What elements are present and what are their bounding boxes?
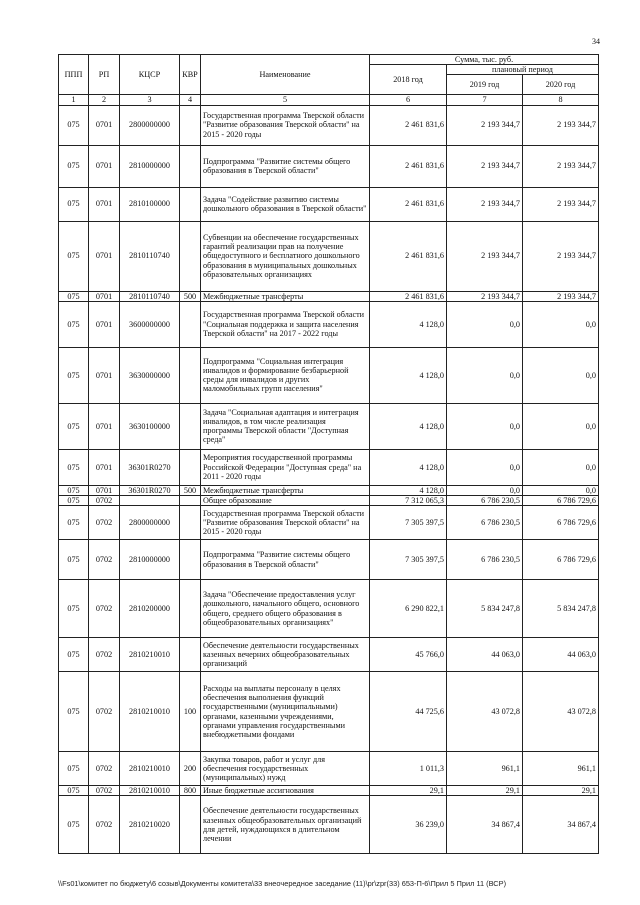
header-kcsr: КЦСР bbox=[120, 55, 180, 95]
cell-ppp: 075 bbox=[59, 796, 89, 854]
cell-kvr: 500 bbox=[180, 485, 201, 495]
cell-2018: 4 128,0 bbox=[370, 485, 447, 495]
cell-name: Подпрограмма "Социальная интеграция инвалидов и формирование безбарьерной среды для инвалидов и других маломобильных групп населения" bbox=[201, 347, 370, 403]
table-row bbox=[59, 105, 599, 145]
col-number: 1 bbox=[59, 95, 89, 105]
cell-kcsr: 2810100000 bbox=[120, 187, 180, 221]
cell-2019: 34 867,4 bbox=[447, 796, 523, 854]
cell-rp: 0701 bbox=[89, 291, 120, 301]
cell-name: Государственная программа Тверской области "Социальная поддержка и защита населения Тверской области" на 2017 - 2022 годы bbox=[201, 301, 370, 347]
cell-2019: 6 786 230,5 bbox=[447, 540, 523, 580]
cell-2019: 44 063,0 bbox=[447, 638, 523, 672]
table-row bbox=[59, 291, 599, 301]
col-number: 8 bbox=[523, 95, 599, 105]
cell-2019: 5 834 247,8 bbox=[447, 580, 523, 638]
cell-kvr bbox=[180, 221, 201, 291]
cell-2020: 34 867,4 bbox=[523, 796, 599, 854]
cell-2019: 2 193 344,7 bbox=[447, 291, 523, 301]
table-row bbox=[59, 485, 599, 495]
cell-kcsr: 2810210020 bbox=[120, 796, 180, 854]
cell-2019: 29,1 bbox=[447, 786, 523, 796]
cell-kcsr: 2810210010 bbox=[120, 752, 180, 786]
cell-kvr: 100 bbox=[180, 672, 201, 752]
cell-2018: 2 461 831,6 bbox=[370, 145, 447, 187]
cell-2018: 4 128,0 bbox=[370, 403, 447, 449]
cell-name: Иные бюджетные ассигнования bbox=[201, 786, 370, 796]
cell-kvr bbox=[180, 187, 201, 221]
table-row bbox=[59, 495, 599, 505]
cell-ppp: 075 bbox=[59, 301, 89, 347]
cell-2020: 2 193 344,7 bbox=[523, 291, 599, 301]
cell-kvr bbox=[180, 301, 201, 347]
cell-2020: 2 193 344,7 bbox=[523, 187, 599, 221]
header-2019: 2019 год bbox=[447, 75, 523, 95]
cell-2019: 43 072,8 bbox=[447, 672, 523, 752]
cell-ppp: 075 bbox=[59, 752, 89, 786]
cell-kvr bbox=[180, 580, 201, 638]
cell-kcsr: 2810210010 bbox=[120, 638, 180, 672]
cell-rp: 0702 bbox=[89, 796, 120, 854]
page-number: 34 bbox=[592, 37, 600, 46]
cell-rp: 0702 bbox=[89, 672, 120, 752]
cell-name: Межбюджетные трансферты bbox=[201, 485, 370, 495]
cell-rp: 0701 bbox=[89, 105, 120, 145]
cell-2020: 2 193 344,7 bbox=[523, 105, 599, 145]
file-path-footer: \\Fs01\комитет по бюджету\6 созыв\Документы комитета\33 внеочередное заседание (11)\pr\zpr(33) 653-П-6\Прил 5 Прил 11 (ВСР) bbox=[58, 879, 507, 888]
cell-2020: 0,0 bbox=[523, 347, 599, 403]
cell-name: Задача "Социальная адаптация и интеграция инвалидов, в том числе реализация программы Тверской области "Доступная среда" bbox=[201, 403, 370, 449]
cell-2018: 36 239,0 bbox=[370, 796, 447, 854]
cell-2019: 961,1 bbox=[447, 752, 523, 786]
table-row bbox=[59, 752, 599, 786]
cell-2020: 2 193 344,7 bbox=[523, 145, 599, 187]
cell-2020: 0,0 bbox=[523, 301, 599, 347]
cell-2018: 7 312 065,3 bbox=[370, 495, 447, 505]
cell-ppp: 075 bbox=[59, 105, 89, 145]
cell-2019: 2 193 344,7 bbox=[447, 187, 523, 221]
cell-rp: 0701 bbox=[89, 403, 120, 449]
cell-kcsr: 2810210010 bbox=[120, 786, 180, 796]
cell-2020: 0,0 bbox=[523, 449, 599, 485]
cell-2018: 4 128,0 bbox=[370, 347, 447, 403]
cell-name: Подпрограмма "Развитие системы общего образования в Тверской области" bbox=[201, 540, 370, 580]
cell-ppp: 075 bbox=[59, 221, 89, 291]
cell-rp: 0702 bbox=[89, 506, 120, 540]
cell-ppp: 075 bbox=[59, 485, 89, 495]
cell-rp: 0702 bbox=[89, 495, 120, 505]
cell-kcsr: 3630000000 bbox=[120, 347, 180, 403]
cell-kvr bbox=[180, 638, 201, 672]
cell-kcsr: 2810000000 bbox=[120, 540, 180, 580]
cell-kcsr: 2800000000 bbox=[120, 105, 180, 145]
cell-2019: 2 193 344,7 bbox=[447, 105, 523, 145]
cell-2020: 2 193 344,7 bbox=[523, 221, 599, 291]
col-number: 5 bbox=[201, 95, 370, 105]
cell-ppp: 075 bbox=[59, 506, 89, 540]
cell-rp: 0702 bbox=[89, 638, 120, 672]
cell-kvr bbox=[180, 495, 201, 505]
cell-kcsr: 2810200000 bbox=[120, 580, 180, 638]
table-row bbox=[59, 796, 599, 854]
cell-2018: 7 305 397,5 bbox=[370, 506, 447, 540]
cell-kvr bbox=[180, 145, 201, 187]
col-number: 2 bbox=[89, 95, 120, 105]
cell-kcsr: 36301R0270 bbox=[120, 485, 180, 495]
cell-rp: 0702 bbox=[89, 752, 120, 786]
col-number: 6 bbox=[370, 95, 447, 105]
cell-2018: 6 290 822,1 bbox=[370, 580, 447, 638]
cell-name: Государственная программа Тверской области "Развитие образования Тверской области" на 2015 - 2020 годы bbox=[201, 506, 370, 540]
cell-kcsr: 2800000000 bbox=[120, 506, 180, 540]
scan-top-marks bbox=[0, 8, 640, 11]
cell-kcsr: 3630100000 bbox=[120, 403, 180, 449]
cell-kcsr: 2810210010 bbox=[120, 672, 180, 752]
cell-ppp: 075 bbox=[59, 291, 89, 301]
table-body bbox=[59, 105, 599, 854]
cell-kvr bbox=[180, 347, 201, 403]
cell-2020: 0,0 bbox=[523, 403, 599, 449]
header-rp: РП bbox=[89, 55, 120, 95]
col-number: 7 bbox=[447, 95, 523, 105]
table-row bbox=[59, 221, 599, 291]
cell-2019: 6 786 230,5 bbox=[447, 495, 523, 505]
header-sum: Сумма, тыс. руб. bbox=[370, 55, 599, 65]
cell-2020: 6 786 729,6 bbox=[523, 506, 599, 540]
cell-ppp: 075 bbox=[59, 187, 89, 221]
cell-2020: 6 786 729,6 bbox=[523, 540, 599, 580]
cell-ppp: 075 bbox=[59, 347, 89, 403]
cell-2018: 44 725,6 bbox=[370, 672, 447, 752]
cell-2018: 29,1 bbox=[370, 786, 447, 796]
cell-name: Общее образование bbox=[201, 495, 370, 505]
cell-name: Задача "Обеспечение предоставления услуг дошкольного, начального общего, основного общего, среднего общего образования в общеобразовательных организациях" bbox=[201, 580, 370, 638]
header-2020: 2020 год bbox=[523, 75, 599, 95]
cell-rp: 0701 bbox=[89, 485, 120, 495]
cell-2018: 45 766,0 bbox=[370, 638, 447, 672]
cell-ppp: 075 bbox=[59, 540, 89, 580]
table-row bbox=[59, 506, 599, 540]
cell-kvr bbox=[180, 105, 201, 145]
cell-name: Субвенции на обеспечение государственных гарантий реализации прав на получение общедоступного и бесплатного дошкольного образования в муниципальных дошкольных образовательных организациях bbox=[201, 221, 370, 291]
cell-name: Государственная программа Тверской области "Развитие образования Тверской области" на 2015 - 2020 годы bbox=[201, 105, 370, 145]
cell-2019: 2 193 344,7 bbox=[447, 221, 523, 291]
table-row bbox=[59, 638, 599, 672]
cell-kvr: 200 bbox=[180, 752, 201, 786]
cell-2020: 5 834 247,8 bbox=[523, 580, 599, 638]
table-row bbox=[59, 347, 599, 403]
cell-ppp: 075 bbox=[59, 580, 89, 638]
table-row bbox=[59, 301, 599, 347]
cell-ppp: 075 bbox=[59, 495, 89, 505]
table-row bbox=[59, 672, 599, 752]
cell-ppp: 075 bbox=[59, 786, 89, 796]
table-row bbox=[59, 403, 599, 449]
column-numbers-row bbox=[59, 95, 599, 105]
cell-ppp: 075 bbox=[59, 638, 89, 672]
cell-name: Задача "Содействие развитию системы дошкольного образования в Тверской области" bbox=[201, 187, 370, 221]
cell-kvr bbox=[180, 449, 201, 485]
cell-2018: 7 305 397,5 bbox=[370, 540, 447, 580]
cell-2019: 0,0 bbox=[447, 449, 523, 485]
col-number: 3 bbox=[120, 95, 180, 105]
cell-name: Межбюджетные трансферты bbox=[201, 291, 370, 301]
cell-2018: 4 128,0 bbox=[370, 449, 447, 485]
cell-2020: 0,0 bbox=[523, 485, 599, 495]
cell-2020: 29,1 bbox=[523, 786, 599, 796]
cell-rp: 0701 bbox=[89, 301, 120, 347]
header-name: Наименование bbox=[201, 55, 370, 95]
table-row bbox=[59, 187, 599, 221]
table-row bbox=[59, 540, 599, 580]
cell-2018: 4 128,0 bbox=[370, 301, 447, 347]
cell-ppp: 075 bbox=[59, 145, 89, 187]
cell-kcsr: 2810000000 bbox=[120, 145, 180, 187]
cell-2018: 1 011,3 bbox=[370, 752, 447, 786]
cell-2020: 961,1 bbox=[523, 752, 599, 786]
cell-rp: 0701 bbox=[89, 145, 120, 187]
cell-kcsr: 2810110740 bbox=[120, 291, 180, 301]
table-row bbox=[59, 580, 599, 638]
cell-kvr bbox=[180, 540, 201, 580]
cell-2018: 2 461 831,6 bbox=[370, 291, 447, 301]
header-plan-period: плановый период bbox=[447, 65, 599, 75]
cell-kcsr: 36301R0270 bbox=[120, 449, 180, 485]
cell-name: Подпрограмма "Развитие системы общего образования в Тверской области" bbox=[201, 145, 370, 187]
cell-2019: 0,0 bbox=[447, 347, 523, 403]
cell-2019: 2 193 344,7 bbox=[447, 145, 523, 187]
cell-name: Расходы на выплаты персоналу в целях обеспечения выполнения функций государственными (муниципальными) органами, казенными учреждениями, органами управления государственными внебюджетными фондами bbox=[201, 672, 370, 752]
cell-2020: 43 072,8 bbox=[523, 672, 599, 752]
budget-table bbox=[58, 54, 599, 854]
cell-name: Обеспечение деятельности государственных казенных общеобразовательных организаций для детей, нуждающихся в длительном лечении bbox=[201, 796, 370, 854]
cell-name: Обеспечение деятельности государственных казенных вечерних общеобразовательных организаций bbox=[201, 638, 370, 672]
cell-2020: 6 786 729,6 bbox=[523, 495, 599, 505]
table-row bbox=[59, 145, 599, 187]
cell-kvr: 800 bbox=[180, 786, 201, 796]
cell-ppp: 075 bbox=[59, 672, 89, 752]
cell-rp: 0702 bbox=[89, 540, 120, 580]
cell-2019: 0,0 bbox=[447, 403, 523, 449]
cell-2019: 6 786 230,5 bbox=[447, 506, 523, 540]
cell-rp: 0702 bbox=[89, 580, 120, 638]
cell-kvr bbox=[180, 796, 201, 854]
cell-kvr bbox=[180, 403, 201, 449]
cell-kcsr: 2810110740 bbox=[120, 221, 180, 291]
cell-rp: 0701 bbox=[89, 347, 120, 403]
cell-ppp: 075 bbox=[59, 403, 89, 449]
cell-kcsr bbox=[120, 495, 180, 505]
cell-2018: 2 461 831,6 bbox=[370, 221, 447, 291]
cell-rp: 0701 bbox=[89, 187, 120, 221]
cell-ppp: 075 bbox=[59, 449, 89, 485]
cell-rp: 0701 bbox=[89, 221, 120, 291]
cell-name: Мероприятия государственной программы Российской Федерации "Доступная среда" на 2011 - 2020 годы bbox=[201, 449, 370, 485]
cell-kvr bbox=[180, 506, 201, 540]
header-ppp: ППП bbox=[59, 55, 89, 95]
header-2018: 2018 год bbox=[370, 65, 447, 95]
table-row bbox=[59, 449, 599, 485]
cell-name: Закупка товаров, работ и услуг для обеспечения государственных (муниципальных) нужд bbox=[201, 752, 370, 786]
cell-rp: 0701 bbox=[89, 449, 120, 485]
cell-2018: 2 461 831,6 bbox=[370, 105, 447, 145]
cell-2019: 0,0 bbox=[447, 301, 523, 347]
cell-kvr: 500 bbox=[180, 291, 201, 301]
cell-2018: 2 461 831,6 bbox=[370, 187, 447, 221]
col-number: 4 bbox=[180, 95, 201, 105]
table-row bbox=[59, 786, 599, 796]
header-kvr: КВР bbox=[180, 55, 201, 95]
cell-kcsr: 3600000000 bbox=[120, 301, 180, 347]
cell-2020: 44 063,0 bbox=[523, 638, 599, 672]
cell-rp: 0702 bbox=[89, 786, 120, 796]
cell-2019: 0,0 bbox=[447, 485, 523, 495]
